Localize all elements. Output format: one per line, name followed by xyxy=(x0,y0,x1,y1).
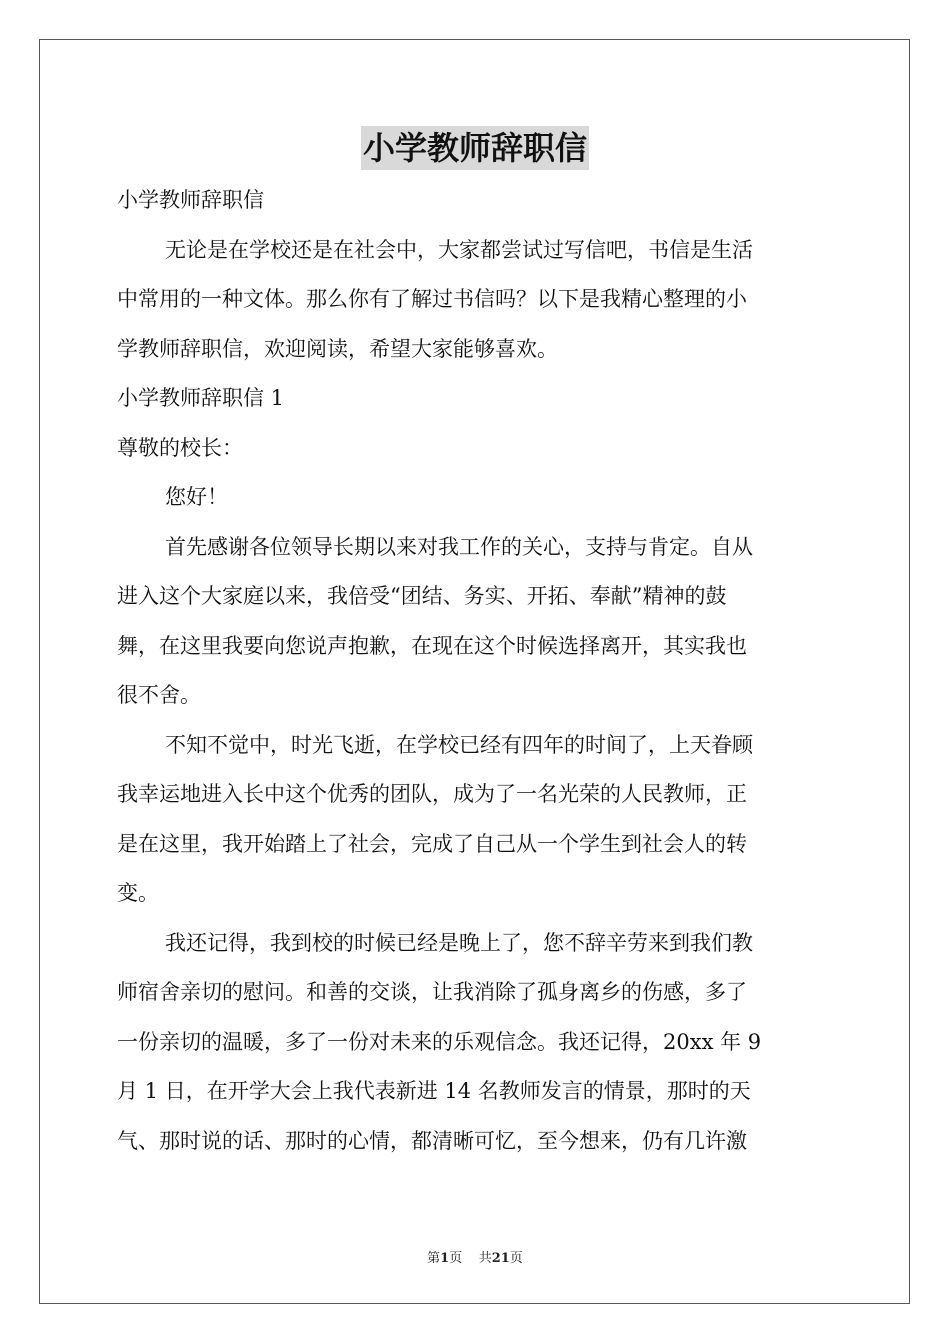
paragraph-line: 进入这个大家庭以来，我倍受“团结、务实、开拓、奉献”精神的鼓 xyxy=(117,584,727,608)
body-paragraph-2 xyxy=(117,721,833,919)
total-prefix: 共 xyxy=(478,1251,492,1266)
paragraph-line: 不知不觉中，时光飞逝，在学校已经有四年的时间了，上天眷顾 xyxy=(165,732,753,757)
page-suffix: 页 xyxy=(449,1251,463,1266)
paragraph-line: 舞，在这里我要向您说声抱歉，在现在这个时候选择离开，其实我也 xyxy=(117,633,747,658)
intro-line: 中常用的一种文体。那么你有了解过书信吗？以下是我精心整理的小 xyxy=(117,287,747,311)
document-subtitle: 小学教师辞职信 xyxy=(117,188,264,212)
page-prefix: 第 xyxy=(427,1251,441,1266)
body-paragraph-1 xyxy=(117,523,833,721)
intro-line: 学教师辞职信，欢迎阅读，希望大家能够喜欢。 xyxy=(117,336,558,361)
greeting: 您好！ xyxy=(165,485,228,509)
page-footer xyxy=(0,1247,950,1266)
paragraph-line: 气、那时说的话、那时的心情，都清晰可忆，至今想来，仍有几许激 xyxy=(117,1128,747,1153)
document-body xyxy=(117,176,833,1166)
paragraph-line: 很不舍。 xyxy=(117,683,201,707)
intro-line: 无论是在学校还是在社会中，大家都尝试过写信吧，书信是生活 xyxy=(165,237,753,262)
title-container xyxy=(0,126,950,170)
section-heading: 小学教师辞职信 1 xyxy=(117,386,285,410)
paragraph-line: 师宿舍亲切的慰问。和善的交谈，让我消除了孤身离乡的伤感，多了 xyxy=(117,980,747,1004)
document-title: 小学教师辞职信 xyxy=(361,126,589,170)
paragraph-line: 首先感谢各位领导长期以来对我工作的关心，支持与肯定。自从 xyxy=(165,534,753,559)
body-paragraph-3 xyxy=(117,919,833,1167)
paragraph-line: 我还记得，我到校的时候已经是晚上了，您不辞辛劳来到我们教 xyxy=(165,930,753,955)
page-number: 1 xyxy=(440,1251,450,1266)
paragraph-line: 我幸运地进入长中这个优秀的团队，成为了一名光荣的人民教师，正 xyxy=(117,782,747,806)
page-total: 21 xyxy=(491,1251,510,1266)
total-suffix: 页 xyxy=(509,1251,523,1266)
salutation: 尊敬的校长： xyxy=(117,435,243,460)
paragraph-line: 月 1 日，在开学大会上我代表新进 14 名教师发言的情景，那时的天 xyxy=(117,1079,751,1103)
paragraph-line: 变。 xyxy=(117,881,159,905)
intro-paragraph xyxy=(117,226,833,375)
paragraph-line: 是在这里，我开始踏上了社会，完成了自己从一个学生到社会人的转 xyxy=(117,831,747,856)
paragraph-line: 一份亲切的温暖，多了一份对未来的乐观信念。我还记得，20xx 年 9 xyxy=(117,1029,762,1054)
